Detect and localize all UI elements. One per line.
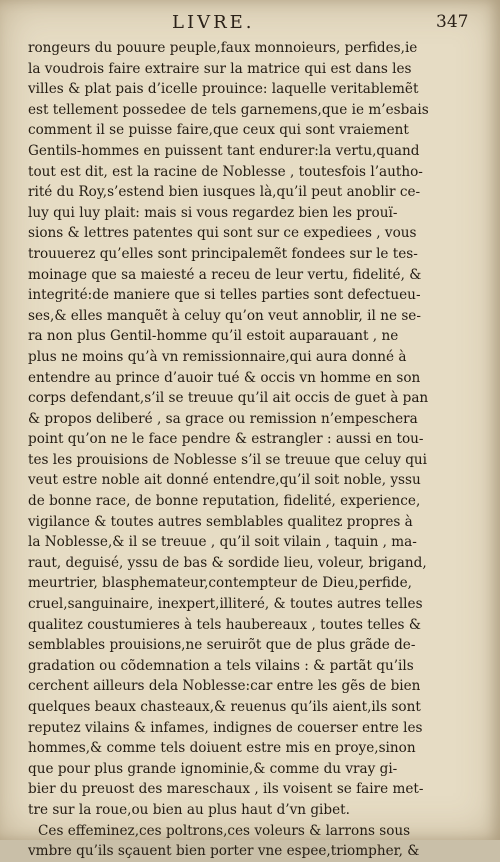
text-line: cruel,sanguinaire, inexpert,illiteré, & toutes autres telles [28,596,423,613]
page-header [0,10,500,34]
text-line: plus ne moins qu’à vn remissionnaire,qui aura donné à [28,348,407,365]
text-line: integrité:de maniere que si telles parties sont defectueu- [28,287,421,304]
text-line: ra non plus Gentil-homme qu’il estoit auparauant , ne [28,328,399,345]
text-line: qualitez coustumieres à tels haubereaux , toutes telles & [28,616,421,633]
text-line: Gentils-hommes en puissent tant endurer:la vertu,quand [28,142,420,159]
text-line: vigilance & toutes autres semblables qualitez propres à [28,513,413,530]
text-line: entendre au prince d’auoir tué & occis vn homme en son [28,369,421,386]
text-line: tes les prouisions de Noblesse s’il se treuue que celuy qui [28,451,428,468]
text-line: rité du Roy,s’estend bien iusques là,qu’il peut anoblir ce- [28,184,421,201]
text-line: de bonne race, de bonne reputation, fidelité, experience, [28,493,421,510]
body-text [28,38,429,862]
text-line: cerchent ailleurs dela Noblesse:car entre les gẽs de bien [28,678,421,695]
text-line: villes & plat pais d’icelle prouince: laquelle veritablemẽt [28,81,419,98]
text-line: vmbre qu’ils sçauent bien porter vne espee,triompher, & [28,843,420,860]
text-line: luy qui luy plait: mais si vous regardez bien les prouï- [28,204,398,221]
text-line: moinage que sa maiesté a receu de leur vertu, fidelité, & [28,266,422,283]
text-line: la voudrois faire extraire sur la matrice qui est dans les [28,60,412,77]
text-line: & propos deliberé , sa grace ou remission n’empeschera [28,410,418,427]
text-line: trouuerez qu’elles sont principalemẽt fondees sur le tes- [28,245,418,262]
text-line: tout est dit, est la racine de Noblesse , toutesfois l’autho- [28,163,423,180]
text-line: hommes,& comme tels doiuent estre mis en proye,sinon [28,740,416,757]
text-line: meurtrier, blasphemateur,contempteur de Dieu,perfide, [28,575,412,592]
text-line: semblables prouisions,ne seruirõt que de plus grãde de- [28,637,416,654]
text-line: que pour plus grande ignominie,& comme du vray gi- [28,760,398,777]
text-line: comment il se puisse faire,que ceux qui sont vraiement [28,122,409,139]
text-line: quelques beaux chasteaux,& reuenus qu’ils aient,ils sont [28,699,421,715]
paragraph-end-line: tre sur la roue,ou bien au plus haut d’vn gibet. [28,801,350,818]
text-line: point qu’on ne le face pendre & estrangler : aussi en tou- [28,431,424,448]
text-line: gradation ou cõdemnation a tels vilains : & partãt qu’ils [28,657,414,674]
text-line: la Noblesse,& il se treuue , qu’il soit vilain , taquin , ma- [28,534,417,551]
text-line: sions & lettres patentes qui sont sur ce expediees , vous [28,225,417,242]
text-line: reputez vilains & infames, indignes de couerser entre les [28,719,423,736]
text-line: est tellement possedee de tels garnemens,que ie m’esbais [28,101,429,118]
page-number: 347 [436,12,469,32]
text-line: bier du preuost des mareschaux , ils voisent se faire met- [28,781,424,798]
paragraph-start-line: Ces effeminez,ces poltrons,ces voleurs & larrons sous [38,822,411,839]
text-line: veut estre noble ait donné entendre,qu’il soit noble, yssu [28,472,421,489]
running-head: LIVRE. [172,12,255,33]
text-line: ses,& elles manquẽt à celuy qu’on veut annoblir, il ne se- [28,307,421,324]
text-line: corps defendant,s’il se treuue qu’il ait occis de guet à pan [28,390,429,407]
text-line: raut, deguisé, yssu de bas & sordide lieu, voleur, brigand, [28,554,427,571]
text-line: rongeurs du pouure peuple,faux monnoieurs, perfides,ie [28,40,418,56]
